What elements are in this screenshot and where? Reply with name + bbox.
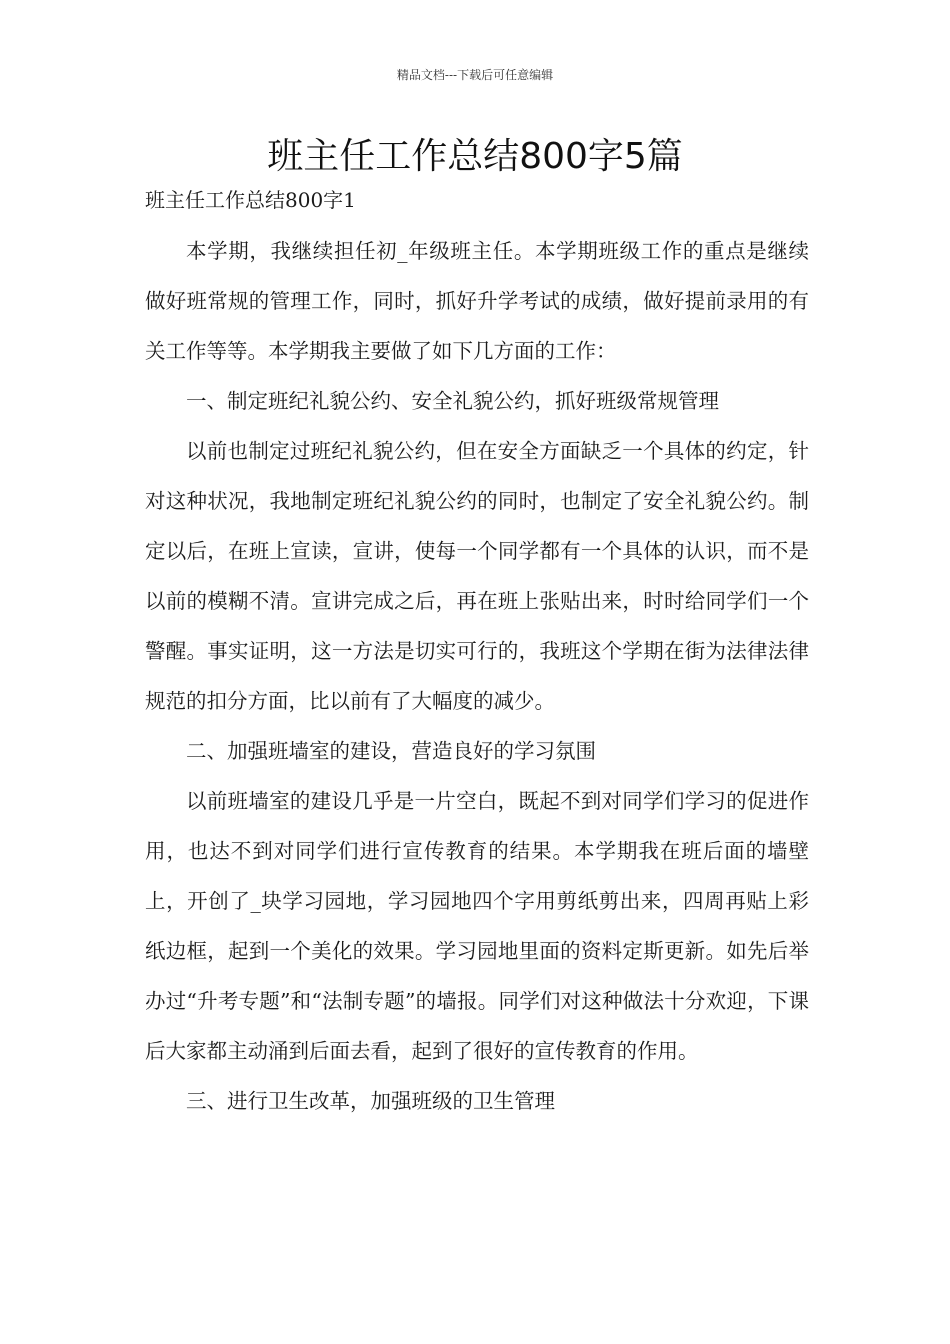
section-heading-1: 一、制定班纪礼貌公约、安全礼貌公约，抓好班级常规管理: [186, 389, 719, 413]
paragraph-section-1: 以前也制定过班纪礼貌公约，但在安全方面缺乏一个具体的约定，针对这种状况，我地制定班纪礼貌公约的同时，也制定了安全礼貌公约。制定以后，在班上宣读，宣讲，使每一个同学都有一个具体的认识，而不是以前的模糊不清。宣讲完成之后，再在班上张贴出来，时时给同学们一个警醒。事实证明，这一方法是切实可行的，我班这个学期在街为法律法律规范的扣分方面，比以前有了大幅度的减少。: [145, 439, 809, 713]
paragraph-section-2: 以前班墙室的建设几乎是一片空白，既起不到对同学们学习的促进作用，也达不到对同学们进行宣传教育的结果。本学期我在班后面的墙壁上，开创了_块学习园地，学习园地四个字用剪纸剪出来，四周再贴上彩纸边框，起到一个美化的效果。学习园地里面的资料定斯更新。如先后举办过“升考专题”和“法制专题”的墙报。同学们对这种做法十分欢迎，下课后大家都主动涌到后面去看，起到了很好的宣传教育的作用。: [145, 789, 809, 1063]
section-heading-3: 三、进行卫生改革，加强班级的卫生管理: [186, 1089, 555, 1113]
page-header: 精品文档---下载后可任意编辑: [396, 68, 554, 82]
paragraph-intro: 本学期，我继续担任初_年级班主任。本学期班级工作的重点是继续做好班常规的管理工作，同时，抓好升学考试的成绩，做好提前录用的有关工作等等。本学期我主要做了如下几方面的工作：: [145, 239, 809, 363]
section-heading-2: 二、加强班墙室的建设，营造良好的学习氛围: [186, 739, 596, 763]
document-title: 班主任工作总结800字5篇: [267, 136, 683, 177]
document-body: [145, 226, 809, 1126]
document-subtitle: 班主任工作总结800字1: [145, 188, 356, 212]
